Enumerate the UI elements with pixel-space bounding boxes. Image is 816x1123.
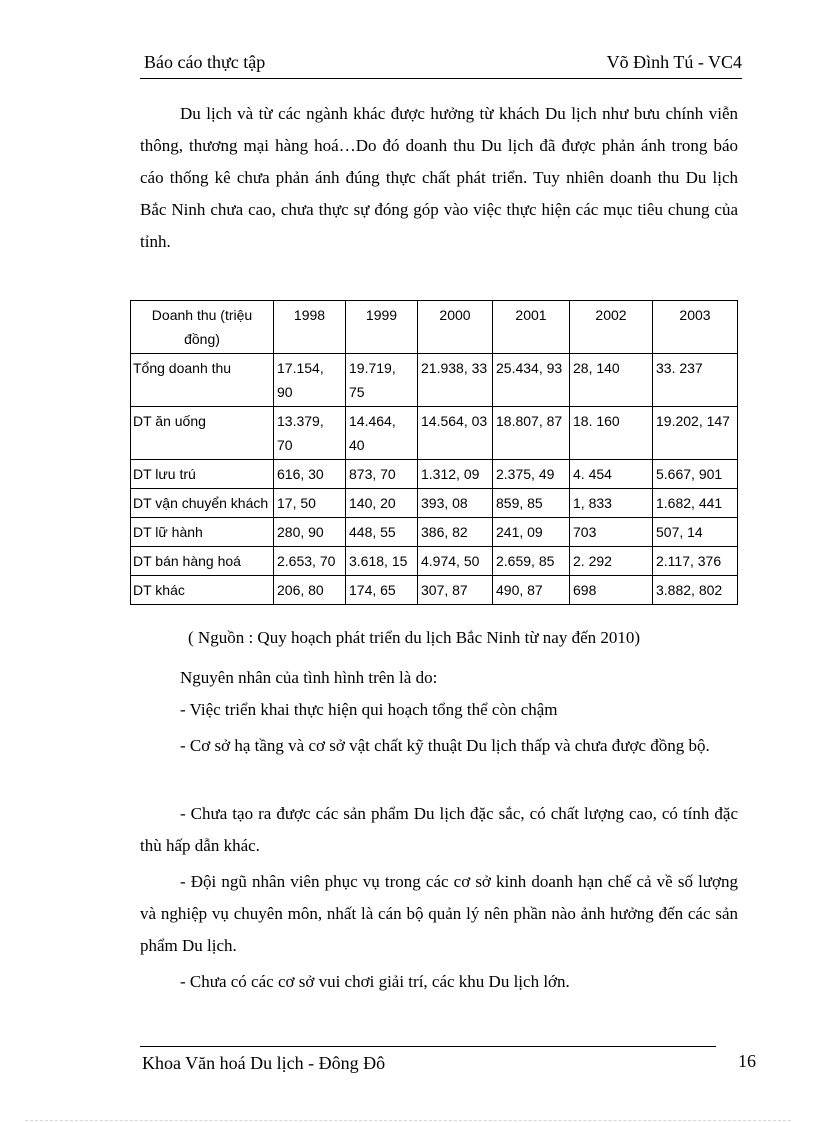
table-cell: 14.564, 03 [418, 407, 493, 460]
footer-divider [140, 1046, 716, 1047]
table-cell: 507, 14 [653, 518, 738, 547]
table-cell: 307, 87 [418, 576, 493, 605]
row-label: DT vận chuyển khách [131, 489, 274, 518]
table-cell: 33. 237 [653, 354, 738, 407]
table-cell: 4.974, 50 [418, 547, 493, 576]
table-cell: 3.882, 802 [653, 576, 738, 605]
row-label: DT ăn uống [131, 407, 274, 460]
year-header: 2002 [570, 301, 653, 354]
table-cell: 28, 140 [570, 354, 653, 407]
table-cell: 18. 160 [570, 407, 653, 460]
table-cell: 206, 80 [274, 576, 346, 605]
table-row [131, 407, 738, 460]
cause-item: - Chưa có các cơ sở vui chơi giải trí, các khu Du lịch lớn. [180, 972, 570, 991]
table-cell: 2. 292 [570, 547, 653, 576]
table-cell: 5.667, 901 [653, 460, 738, 489]
year-header: 2003 [653, 301, 738, 354]
year-header: 2000 [418, 301, 493, 354]
header-report-title: Báo cáo thực tập [144, 52, 266, 72]
page-header [140, 50, 742, 79]
table-cell: 1, 833 [570, 489, 653, 518]
table-cell: 280, 90 [274, 518, 346, 547]
table-cell: 17.154, 90 [274, 354, 346, 407]
table-cell: 859, 85 [493, 489, 570, 518]
table-cell: 174, 65 [346, 576, 418, 605]
row-label: DT lưu trú [131, 460, 274, 489]
table-cell: 18.807, 87 [493, 407, 570, 460]
table-row [131, 518, 738, 547]
table-row [131, 576, 738, 605]
table-header-row [131, 301, 738, 354]
table-cell: 698 [570, 576, 653, 605]
year-header: 1999 [346, 301, 418, 354]
table-cell: 241, 09 [493, 518, 570, 547]
table-cell: 17, 50 [274, 489, 346, 518]
table-cell: 1.312, 09 [418, 460, 493, 489]
table-row [131, 460, 738, 489]
footer-department: Khoa Văn hoá Du lịch - Đông Đô [142, 1053, 386, 1073]
row-label: DT khác [131, 576, 274, 605]
row-label: Tổng doanh thu [131, 354, 274, 407]
page-number: 16 [738, 1051, 756, 1071]
table-cell: 25.434, 93 [493, 354, 570, 407]
cause-item: - Cơ sở hạ tầng và cơ sở vật chất kỹ thuật Du lịch thấp và chưa được đồng bộ. [180, 736, 710, 755]
row-label: DT lữ hành [131, 518, 274, 547]
table-cell: 2.117, 376 [653, 547, 738, 576]
table-cell: 616, 30 [274, 460, 346, 489]
table-cell: 2.659, 85 [493, 547, 570, 576]
revenue-table [130, 300, 738, 605]
causes-intro: Nguyên nhân của tình hình trên là do: [180, 668, 438, 687]
table-cell: 4. 454 [570, 460, 653, 489]
table-cell: 386, 82 [418, 518, 493, 547]
cause-item: - Chưa tạo ra được các sản phẩm Du lịch đặc sắc, có chất lượng cao, có tính đặc thù hấp dẫn khác. [140, 804, 738, 855]
table-cell: 1.682, 441 [653, 489, 738, 518]
cause-item: - Việc triển khai thực hiện qui hoạch tổng thể còn chậm [180, 700, 558, 719]
table-cell: 3.618, 15 [346, 547, 418, 576]
table-cell: 14.464, 40 [346, 407, 418, 460]
table-cell: 19.202, 147 [653, 407, 738, 460]
table-cell: 140, 20 [346, 489, 418, 518]
intro-paragraph: Du lịch và từ các ngành khác được hưởng từ khách Du lịch như bưu chính viễn thông, thương mại hàng hoá…Do đó doanh thu Du lịch đã được phản ánh trong báo cáo thống kê chưa phản ánh đúng thực chất phát triển. Tuy nhiên doanh thu Du lịch Bắc Ninh chưa cao, chưa thực sự đóng góp vào việc thực hiện các mục tiêu chung của tỉnh. [140, 104, 738, 251]
table-cell: 703 [570, 518, 653, 547]
table-cell: 13.379, 70 [274, 407, 346, 460]
header-author: Võ Đình Tú - VC4 [606, 52, 742, 72]
table-cell: 393, 08 [418, 489, 493, 518]
table-cell: 490, 87 [493, 576, 570, 605]
page-edge-divider [25, 1120, 791, 1121]
table-cell: 448, 55 [346, 518, 418, 547]
cause-item: - Đội ngũ nhân viên phục vụ trong các cơ sở kinh doanh hạn chế cả về số lượng và nghiệp vụ chuyên môn, nhất là cán bộ quản lý nên phần nào ảnh hưởng đến các sản phẩm Du lịch. [140, 872, 738, 955]
table-cell: 21.938, 33 [418, 354, 493, 407]
table-row [131, 354, 738, 407]
year-header: 2001 [493, 301, 570, 354]
table-cell: 2.653, 70 [274, 547, 346, 576]
table-cell: 19.719, 75 [346, 354, 418, 407]
row-label: DT bán hàng hoá [131, 547, 274, 576]
year-header: 1998 [274, 301, 346, 354]
table-row [131, 489, 738, 518]
table-row [131, 547, 738, 576]
table-cell: 873, 70 [346, 460, 418, 489]
table-corner-header: Doanh thu (triệu đồng) [131, 301, 274, 354]
table-cell: 2.375, 49 [493, 460, 570, 489]
table-source-note: ( Nguồn : Quy hoạch phát triển du lịch Bắc Ninh từ nay đến 2010) [188, 628, 641, 647]
